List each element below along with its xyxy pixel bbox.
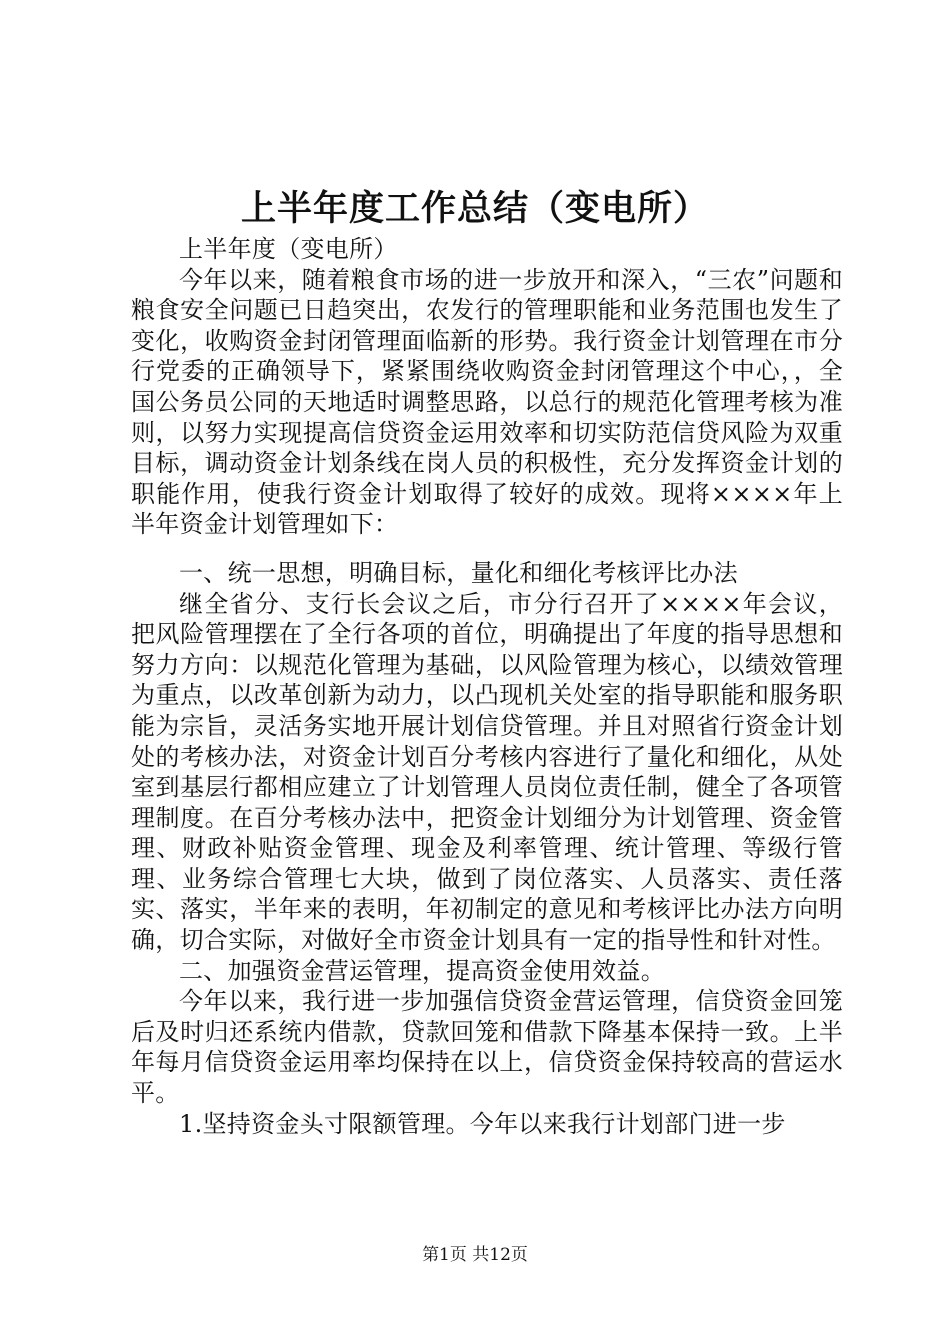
section-heading-1: 一、统一思想，明确目标，量化和细化考核评比办法 xyxy=(179,558,738,587)
paragraph-subtitle: 上半年度（变电所） xyxy=(179,235,398,263)
paragraph-section-2: 今年以来，我行进一步加强信贷资金营运管理，信贷资金回笼后及时归还系统内借款，贷款回笼和借款下降基本保持一致。上半年每月信贷资金运用率均保持在以上，信贷资金保持较高的营运水平。 xyxy=(131,987,843,1108)
paragraph-intro: 今年以来，随着粮食市场的进一步放开和深入，“三农”问题和粮食安全问题已日趋突出，农发行的管理职能和业务范围也发生了变化，收购资金封闭管理面临新的形势。我行资金计划管理在市分行党委的正确领导下，紧紧围绕收购资金封闭管理这个中心，，全国公务员公同的天地适时调整思路，以总行的规范化管理考核为准则，以努力实现提高信贷资金运用效率和切实防范信贷风险为双重目标，调动资金计划条线在岗人员的积极性，充分发挥资金计划的职能作用，使我行资金计划取得了较好的成效。现将××××年上半年资金计划管理如下： xyxy=(131,265,843,539)
document-title: 上半年度工作总结（变电所） xyxy=(240,188,709,229)
section-heading-2: 二、加强资金营运管理，提高资金使用效益。 xyxy=(179,956,665,985)
document-body xyxy=(131,234,843,1139)
page-footer: 第1页 共12页 xyxy=(422,1245,528,1265)
paragraph-section-1: 继全省分、支行长会议之后，市分行召开了××××年会议，把风险管理摆在了全行各项的首位，明确提出了年度的指导思想和努力方向：以规范化管理为基础，以风险管理为核心，以绩效管理为重点，以改革创新为动力，以凸现机关处室的指导职能和服务职能为宗旨，灵活务实地开展计划信贷管理。并且对照省行资金计划处的考核办法，对资金计划百分考核内容进行了量化和细化，从处室到基层行都相应建立了计划管理人员岗位责任制，健全了各项管理制度。在百分考核办法中，把资金计划细分为计划管理、资金管理、财政补贴资金管理、现金及利率管理、统计管理、等级行管理、业务综合管理七大块，做到了岗位落实、人员落实、责任落实、落实，半年来的表明，年初制定的意见和考核评比办法方向明确，切合实际，对做好全市资金计划具有一定的指导性和针对性。 xyxy=(131,589,843,955)
paragraph-item-1: 1.坚持资金头寸限额管理。今年以来我行计划部门进一步 xyxy=(179,1109,786,1138)
